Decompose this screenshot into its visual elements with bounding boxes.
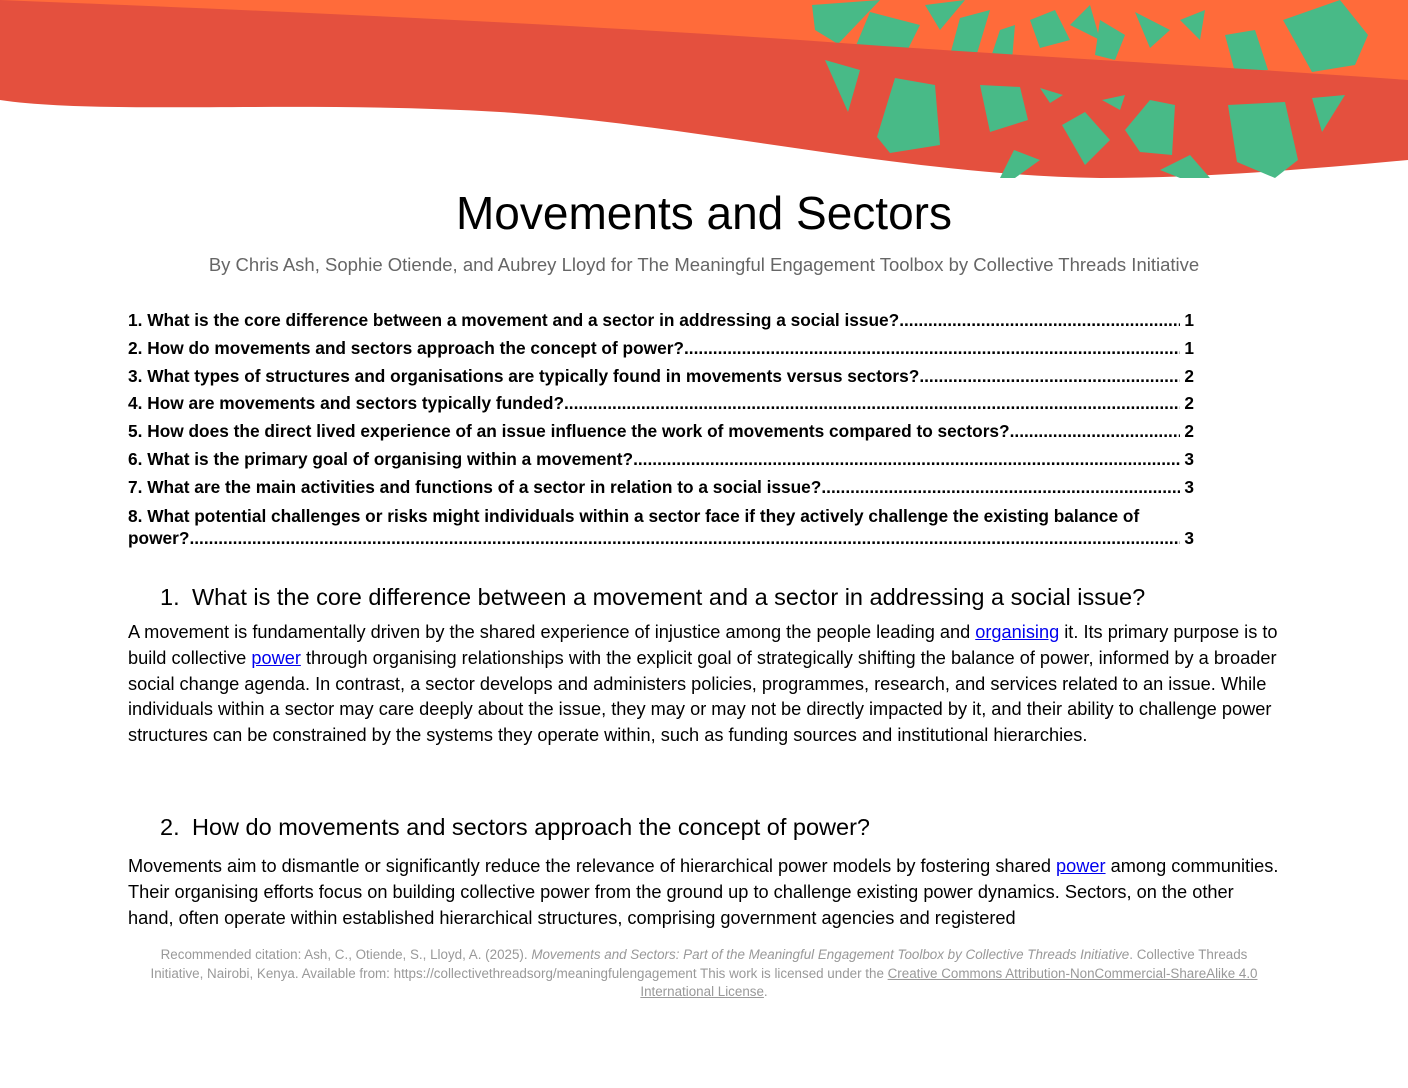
toc-page-number: 2 <box>1184 365 1194 386</box>
toc-leader-dots <box>1010 418 1181 446</box>
citation-text: Recommended citation: Ash, C., Otiende, S., Lloyd, A. (2025). <box>160 947 532 962</box>
body-text: through organising relationships with the explicit goal of strategically shifting the balance of power, informed by a broader social change agenda. In contrast, a sector develops and administers policies, programmes, research, and services related to an issue. While individuals within a sector may care deeply about the issue, they may or may not be directly impacted by it, and their ability to challenge power structures can be constrained by the systems they operate within, such as funding sources and institutional hierarchies. <box>128 647 1277 746</box>
toc-page-number: 2 <box>1184 421 1194 442</box>
citation-text: . <box>763 984 768 1000</box>
toc-entry-text: 1. What is the core difference between a movement and a sector in addressing a social issue? <box>128 310 900 330</box>
section-number: 2. <box>160 814 180 840</box>
toc-leader-dots <box>899 307 1180 335</box>
toc-leader-dots <box>189 527 1180 549</box>
toc-leader-dots <box>633 446 1180 474</box>
toc-entry-5[interactable] <box>128 418 1276 446</box>
license-link[interactable]: Creative Commons Attribution-NonCommercial-ShareAlike 4.0 International License <box>640 965 1258 1000</box>
toc-page-number: 3 <box>1184 476 1194 497</box>
section-2-heading <box>160 812 870 842</box>
toc-entry-4[interactable] <box>128 390 1276 418</box>
toc-entry-text: 3. What types of structures and organisations are typically found in movements versus sectors? <box>128 365 920 386</box>
power-link[interactable]: power <box>1056 856 1106 876</box>
toc-entry-text: 4. How are movements and sectors typically funded? <box>128 393 564 414</box>
document-title: Movements and Sectors <box>455 187 952 239</box>
toc-entry-text: 5. How does the direct lived experience of an issue influence the work of movements compared to sectors? <box>128 421 1010 442</box>
citation-footer <box>140 946 1268 1002</box>
body-text: Movements aim to dismantle or significantly reduce the relevance of hierarchical power models by fostering shared <box>128 856 1057 876</box>
toc-page-number: 2 <box>1184 393 1194 414</box>
table-of-contents <box>128 307 1276 549</box>
body-text: A movement is fundamentally driven by the shared experience of injustice among the people leading and <box>128 622 976 642</box>
section-1-body <box>128 620 1280 749</box>
toc-leader-dots <box>919 363 1180 391</box>
toc-entry-text: 7. What are the main activities and functions of a sector in relation to a social issue? <box>128 476 822 497</box>
toc-entry-3[interactable] <box>128 363 1276 391</box>
citation-title: Movements and Sectors: Part of the Meaningful Engagement Toolbox by Collective Threads Initiative <box>531 947 1130 962</box>
citation-text: . Collective Threads Initiative, Nairobi, Kenya. Available from: https://collectivethreadsorg/meaningfulengagement This work is licensed under the <box>150 947 1248 981</box>
section-2-body <box>128 854 1280 931</box>
toc-entry-6[interactable] <box>128 446 1276 474</box>
toc-entry-8[interactable] <box>128 505 1276 549</box>
toc-entry-text: 6. What is the primary goal of organising within a movement? <box>128 448 634 469</box>
toc-entry-1[interactable] <box>128 307 1276 335</box>
toc-leader-dots <box>821 474 1180 502</box>
toc-page-number: 3 <box>1184 527 1194 548</box>
toc-entry-text-line2: power? <box>128 527 190 548</box>
power-link[interactable]: power <box>251 647 301 668</box>
section-number: 1. <box>160 584 180 610</box>
toc-leader-dots <box>684 335 1180 363</box>
toc-entry-2[interactable] <box>128 335 1276 363</box>
section-1-heading <box>160 582 1145 612</box>
toc-leader-dots <box>564 390 1180 418</box>
toc-page-number: 1 <box>1184 337 1194 358</box>
section-heading-text: What is the core difference between a movement and a sector in addressing a social issue? <box>192 584 1146 610</box>
document-subtitle: By Chris Ash, Sophie Otiende, and Aubrey Lloyd for The Meaningful Engagement Toolbox by Collective Threads Initiative <box>208 254 1200 275</box>
toc-page-number: 3 <box>1184 448 1194 469</box>
organising-link[interactable]: organising <box>975 622 1060 642</box>
body-text: it. Its primary purpose is to build collective <box>128 622 1278 668</box>
toc-entry-text: 2. How do movements and sectors approach the concept of power? <box>128 337 684 358</box>
section-heading-text: How do movements and sectors approach the concept of power? <box>192 814 870 840</box>
toc-entry-text-line1: 8. What potential challenges or risks might individuals within a sector face if they actively challenge the existing balance of <box>128 505 1140 526</box>
toc-page-number: 1 <box>1184 310 1194 330</box>
header-banner <box>0 0 1408 185</box>
toc-entry-7[interactable] <box>128 474 1276 502</box>
body-text: among communities. Their organising efforts focus on building collective power from the ground up to challenge existing power dynamics. Sectors, on the other hand, often operate within established hierarchical structures, comprising government agencies and registered <box>128 856 1279 928</box>
